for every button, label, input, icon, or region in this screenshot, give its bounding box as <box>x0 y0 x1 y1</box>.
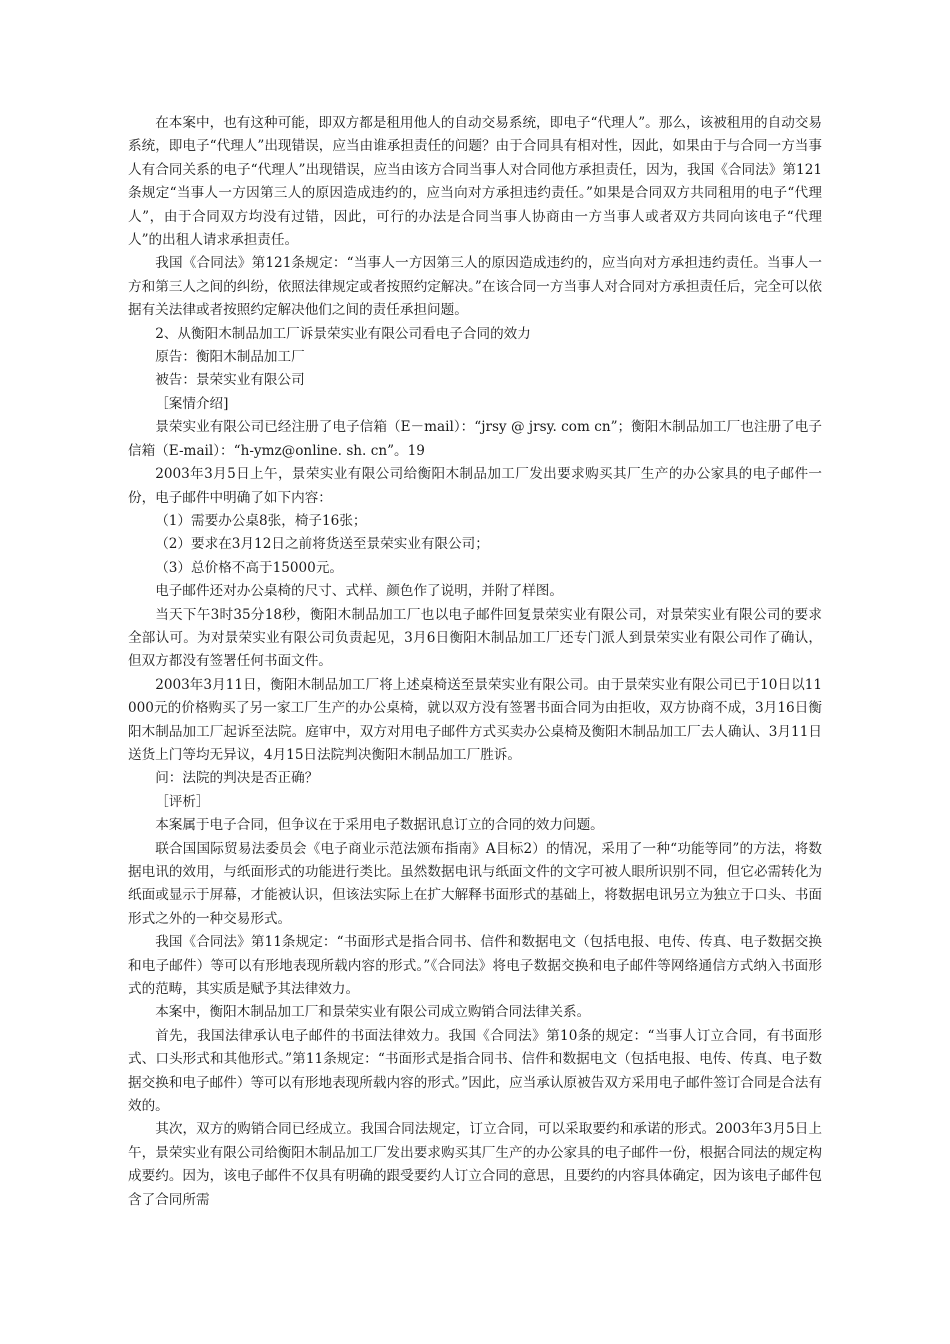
paragraph-analysis-6: 其次，双方的购销合同已经成立。我国合同法规定，订立合同，可以采取要约和承诺的形式。2003年3月5日上午，景荣实业有限公司给衡阳木制品加工厂发出要求购买其厂生产的办公家具的电子邮件一份，根据合同法的规定构成要约。因为，该电子邮件不仅具有明确的跟受要约人订立合同的意思，且要约的内容具体确定，因为该电子邮件包含了合同所需 <box>128 1121 822 1208</box>
paragraph-2: 我国《合同法》第121条规定：“当事人一方因第三人的原因造成违约的，应当向对方承担违约责任。当事人一方和第三人之间的纠纷，依照法律规定或者按照约定解决。”在该合同一方当事人对合同对方承担责任后，完全可以依据有关法律或者按照约定解决他们之间的责任承担问题。 <box>128 255 822 319</box>
section-heading-case-2: 2、从衡阳木制品加工厂诉景荣实业有限公司看电子合同的效力 <box>155 325 531 342</box>
paragraph-delivery: 2003年3月11日，衡阳木制品加工厂将上述桌椅送至景荣实业有限公司。由于景荣实业有限公司已于10日以11000元的价格购买了另一家工厂生产的办公桌椅，就以双方没有签署书面合同为由拒收，双方协商不成，3月16日衡阳木制品加工厂起诉至法院。庭审中，双方对用电子邮件方式买卖办公桌椅及衡阳木制品加工厂去人确认、3月11日送货上门等均无异议，4月15日法院判决衡阳木制品加工厂胜诉。 <box>128 676 822 763</box>
paragraph-analysis-3: 我国《合同法》第11条规定：“书面形式是指合同书、信件和数据电文（包括电报、电传、传真、电子数据交换和电子邮件）等可以有形地表现所载内容的形式。”《合同法》将电子数据交换和电子邮件等网络通信方式纳入书面形式的范畴，其实质是赋予其法律效力。 <box>128 934 822 998</box>
question-line: 问：法院的判决是否正确？ <box>155 770 319 787</box>
plaintiff-line: 原告：衡阳木制品加工厂 <box>155 349 305 366</box>
paragraph-offer-email: 2003年3月5日上午，景荣实业有限公司给衡阳木制品加工厂发出要求购买其厂生产的办公家具的电子邮件一份，电子邮件中明确了如下内容： <box>128 466 822 506</box>
paragraph-analysis-4: 本案中，衡阳木制品加工厂和景荣实业有限公司成立购销合同法律关系。 <box>155 1004 591 1021</box>
paragraph-email-registration: 景荣实业有限公司已经注册了电子信箱（E－mail）：“jrsy @ jrsy. com cn”；衡阳木制品加工厂也注册了电子信箱（E-mail）：“h-ymz@online. sh. cn”。19 <box>128 419 822 459</box>
analysis-heading: ［评析］ <box>155 793 210 810</box>
paragraph-reply: 当天下午3时35分18秒，衡阳木制品加工厂也以电子邮件回复景荣实业有限公司，对景荣实业有限公司的要求全部认可。为对景荣实业有限公司负责起见，3月6日衡阳木制品加工厂还专门派人到景荣实业有限公司作了确认，但双方都没有签署任何书面文件。 <box>128 606 822 670</box>
paragraph-email-details: 电子邮件还对办公桌椅的尺寸、式样、颜色作了说明，并附了样图。 <box>155 583 563 600</box>
list-item-3: （3）总价格不高于15000元。 <box>155 559 344 576</box>
case-intro-heading: ［案情介绍] <box>155 395 229 412</box>
document-body <box>128 112 822 1212</box>
paragraph-analysis-2: 联合国国际贸易法委员会《电子商业示范法颁布指南》A目标2）的情况，采用了一种“功能等同”的方法，将数据电讯的效用，与纸面形式的功能进行类比。虽然数据电讯与纸面文件的文字可被人眼所识别不同，但它必需转化为纸面或显示于屏幕，才能被认识，但该法实际上在扩大解释书面形式的基础上，将数据电讯另立为独立于口头、书面形式之外的一种交易形式。 <box>128 840 822 927</box>
paragraph-analysis-1: 本案属于电子合同，但争议在于采用电子数据讯息订立的合同的效力问题。 <box>155 817 604 834</box>
paragraph-analysis-5: 首先，我国法律承认电子邮件的书面法律效力。我国《合同法》第10条的规定：“当事人订立合同，有书面形式、口头形式和其他形式。”第11条规定：“书面形式是指合同书、信件和数据电文（包括电报、电传、传真、电子数据交换和电子邮件）等可以有形地表现所载内容的形式。”因此，应当承认原被告双方采用电子邮件签订合同是合法有效的。 <box>128 1027 822 1115</box>
defendant-line: 被告：景荣实业有限公司 <box>155 372 305 389</box>
paragraph-1: 在本案中，也有这种可能，即双方都是租用他人的自动交易系统，即电子“代理人”。那么，该被租用的自动交易系统，即电子“代理人”出现错误，应当由谁承担责任的问题？由于合同具有相对性，因此，如果由于与合同一方当事人有合同关系的电子“代理人”出现错误，应当由该方合同当事人对合同他方承担责任，因为，我国《合同法》第121条规定“当事人一方因第三人的原因造成违约的，应当向对方承担违约责任。”如果是合同双方共同租用的电子“代理人”，由于合同双方均没有过错，因此，可行的办法是合同当事人协商由一方当事人或者双方共同向该电子“代理人”的出租人请求承担责任。 <box>128 115 822 249</box>
list-item-2: （2）要求在3月12日之前将货送至景荣实业有限公司； <box>155 536 489 553</box>
list-item-1: （1）需要办公桌8张，椅子16张； <box>155 512 367 529</box>
